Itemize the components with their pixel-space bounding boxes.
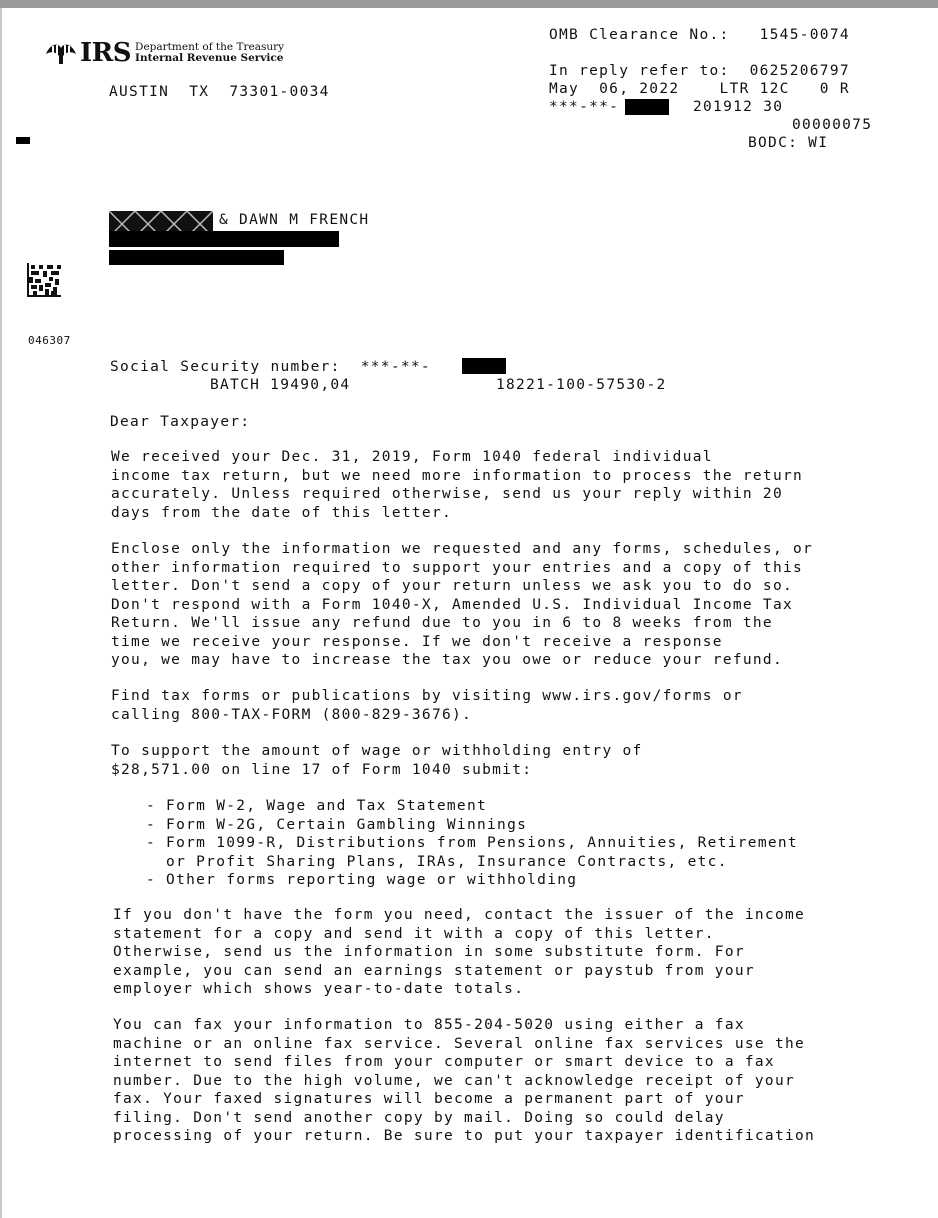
redacted-address-line-1 [109, 231, 339, 247]
ssn-prefix: ***-**- [549, 99, 620, 115]
scan-left-edge [0, 8, 2, 1218]
text-line: processing of your return. Be sure to put your taxpayer identification [113, 1128, 816, 1144]
dept-line-2: Internal Revenue Service [135, 52, 284, 64]
text-line: you, we may have to increase the tax you owe or reduce your refund. [111, 652, 783, 668]
text-line: income tax return, but we need more information to process the return [111, 467, 804, 484]
text-line: accurately. Unless required otherwise, send us your reply within 20 [111, 486, 783, 502]
bodc-code: BODC: WI [748, 135, 829, 151]
addressee-name: & DAWN M FRENCH [219, 212, 370, 228]
text-line: filing. Don't send another copy by mail. Doing so could delay [113, 1109, 725, 1126]
text-line: Enclose only the information we requested and any forms, schedules, or [111, 541, 814, 557]
salutation: Dear Taxpayer: [110, 414, 251, 430]
text-line: internet to send files from your computer or smart device to a fax [113, 1054, 775, 1070]
tax-period: 201912 30 [693, 99, 784, 115]
redaction-bar [625, 99, 669, 115]
list-item: - Form W-2, Wage and Tax Statement [146, 798, 488, 814]
text-line: fax. Your faxed signatures will become a permanent part of your [113, 1091, 745, 1107]
margin-control-code: 046307 [28, 334, 71, 347]
dept-line-1: Department of the Treasury [135, 41, 285, 53]
redacted-address-line-2 [109, 250, 284, 265]
reply-reference: In reply refer to: 0625206797 [549, 63, 850, 79]
text-line: days from the date of this letter. [111, 504, 453, 521]
text-line: We received your Dec. 31, 2019, Form 1040 federal individual [111, 449, 713, 465]
datamatrix-barcode-icon [27, 263, 61, 297]
scan-top-border [0, 0, 938, 8]
text-line: You can fax your information to 855-204-5020 using either a fax [113, 1017, 745, 1033]
redacted-ssn [462, 358, 506, 374]
margin-mark [16, 137, 30, 144]
text-line: statement for a copy and send it with a copy of this letter. [113, 925, 715, 942]
text-line: Don't respond with a Form 1040-X, Amended U.S. Individual Income Tax [111, 596, 794, 613]
text-line: time we receive your response. If we don't receive a response [111, 633, 723, 650]
text-line: To support the amount of wage or withholding entry of [111, 743, 643, 759]
dept-name [135, 42, 284, 64]
list-item: - Form 1099-R, Distributions from Pensions, Annuities, Retirement [146, 835, 798, 851]
text-line: example, you can send an earnings statement or paystub from your [113, 962, 755, 979]
ssn-label: Social Security number: ***-**- [110, 359, 431, 375]
text-line: Return. We'll issue any refund due to you in 6 to 8 weeks from the [111, 615, 773, 631]
omb-clearance: OMB Clearance No.: 1545-0074 [549, 27, 850, 43]
text-line: calling 800-TAX-FORM (800-829-3676). [111, 706, 473, 723]
text-line: $28,571.00 on line 17 of Form 1040 submit: [111, 761, 533, 778]
list-item: - Other forms reporting wage or withholding [146, 872, 578, 888]
letter-date-line: May 06, 2022 LTR 12C 0 R [549, 81, 850, 97]
logo-word: IRS [80, 38, 132, 68]
text-line: If you don't have the form you need, contact the issuer of the income [113, 907, 806, 923]
text-line: employer which shows year-to-date totals. [113, 981, 525, 997]
list-item: - Form W-2G, Certain Gambling Winnings [146, 816, 528, 833]
text-line: number. Due to the high volume, we can't acknowledge receipt of your [113, 1072, 796, 1089]
batch-number: 18221-100-57530-2 [496, 377, 667, 393]
eagle-icon [44, 40, 78, 66]
batch-line: BATCH 19490,04 [210, 377, 351, 393]
text-line: Find tax forms or publications by visiting www.irs.gov/forms or [111, 688, 743, 704]
agency-address: AUSTIN TX 73301-0034 [109, 84, 330, 100]
text-line: machine or an online fax service. Several online fax services use the [113, 1035, 806, 1052]
text-line: letter. Don't send a copy of your return unless we ask you to do so. [111, 578, 794, 594]
sequence-code: 00000075 [792, 117, 873, 133]
text-line: Otherwise, send us the information in some substitute form. For [113, 944, 745, 960]
text-line: other information required to support your entries and a copy of this [111, 559, 804, 576]
irs-logo [44, 38, 284, 68]
list-item: or Profit Sharing Plans, IRAs, Insurance Contracts, etc. [146, 853, 728, 870]
